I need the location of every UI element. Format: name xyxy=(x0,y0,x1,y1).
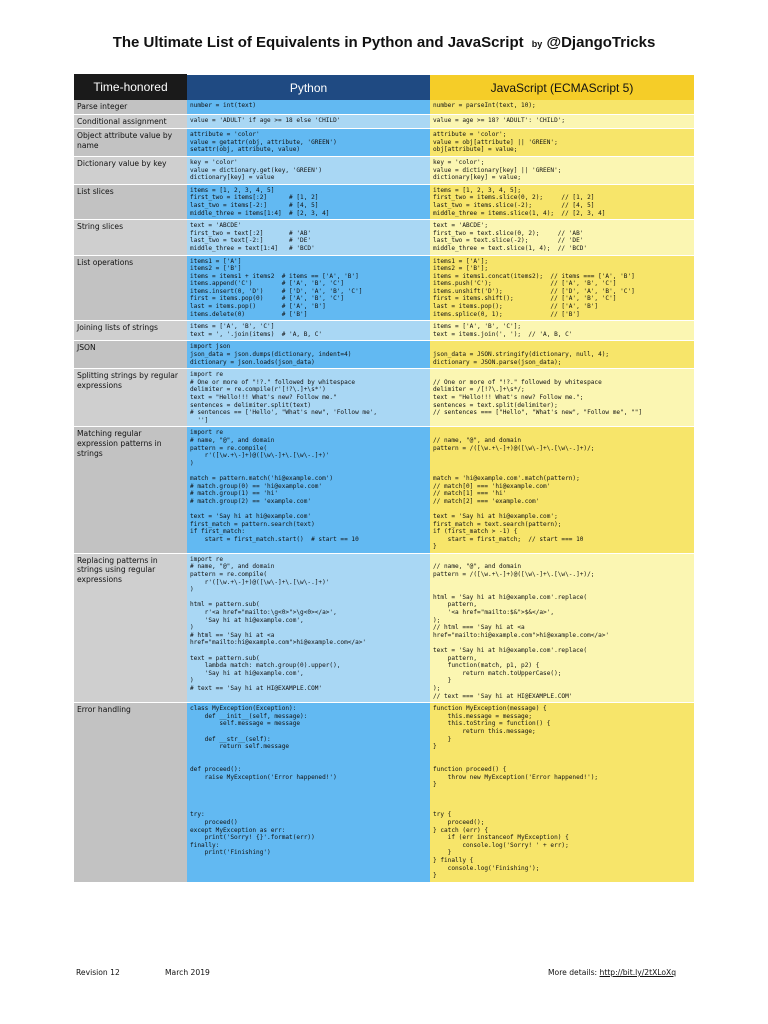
python-cell xyxy=(187,220,430,255)
python-cell xyxy=(187,100,430,114)
python-cell xyxy=(187,321,430,341)
javascript-cell xyxy=(430,321,694,341)
javascript-cell xyxy=(430,703,694,883)
table-row xyxy=(74,255,694,321)
table-row xyxy=(74,553,694,702)
row-label: JSON xyxy=(74,341,187,369)
table-row xyxy=(74,321,694,341)
javascript-cell xyxy=(430,553,694,702)
row-label: Replacing patterns in strings using regular expressions xyxy=(74,553,187,702)
revision-label: Revision 12 xyxy=(76,968,120,977)
javascript-code: // name, "@", and domain pattern = /([\w.+\-]+)@([\w\-]+\.[\w\-.]+)/; html = 'Say hi at hi@example.com'.replace( pattern, '<a href="mailto:$&">$&</a>', ); // html === 'Say hi at <a href="mailto:hi@example.com">hi@example.com</a>' text = 'Say hi at hi@example.com'.replace( pattern, function(match, p1, p2) { return match.toUpperCase(); } ); // text === 'Say hi at HI@EXAMPLE.COM' xyxy=(433,563,610,700)
python-code: number = int(text) xyxy=(190,102,257,109)
javascript-code: value = age >= 18? 'ADULT': 'CHILD'; xyxy=(433,116,566,124)
page-title xyxy=(0,34,768,51)
row-label: String slices xyxy=(74,220,187,255)
equivalents-table xyxy=(74,72,694,883)
table-row xyxy=(74,129,694,157)
javascript-code: key = 'color'; value = dictionary[key] || 'GREEN'; dictionary[key] = value; xyxy=(433,158,562,182)
javascript-cell xyxy=(430,100,694,114)
javascript-code: // One or more of "!?." followed by whitespace delimiter = /[!?\.]+\s*/; text = "Hello!!! What's new? Follow me."; sentences = text.split(delimiter); // sentences === ["Hello", "What's new", "Follow me", ""] xyxy=(433,378,643,417)
table-row xyxy=(74,100,694,114)
javascript-cell xyxy=(430,341,694,369)
python-code: import re # name, "@", and domain pattern = re.compile( r'([\w.+\-]+)@([\w\-]+\.[\w\-.]+)' ) html = pattern.sub( r'<a href="mailto:\g<0>">\g<0></a>', 'Say hi at hi@example.com', ) # html == 'Say hi at <a href="mailto:hi@example.com">hi@example.com</a>' text = pattern.sub( lambda match: match.group(0).upper(), 'Say hi at hi@example.com', ) # text == 'Say hi at HI@EXAMPLE.COM' xyxy=(190,555,367,692)
title-text: The Ultimate List of Equivalents in Python and JavaScript xyxy=(112,34,524,51)
more-details xyxy=(548,968,676,977)
python-code: items1 = ['A'] items2 = ['B'] items = items1 + items2 # items == ['A', 'B'] items.append('C') # ['A', 'B', 'C'] items.insert(0, 'D') # ['D', 'A', 'B', 'C'] first = items.pop(0) # ['A', 'B', 'C'] last = items.pop() # ['A', 'B'] items.delete(0) # ['B'] xyxy=(190,257,363,318)
table-row xyxy=(74,114,694,129)
javascript-cell xyxy=(430,129,694,157)
python-code: import re # One or more of "!?." followed by whitespace delimiter = re.compile(r'[!?\.]+\s*') text = "Hello!!! What's new? Follow me." sentences = delimiter.split(text) # sentences == ['Hello', "What's new", 'Follow me', ''] xyxy=(190,371,378,424)
table-row xyxy=(74,220,694,255)
python-code: key = 'color' value = dictionary.get(key, 'GREEN') dictionary[key] = value xyxy=(190,158,323,182)
table-row xyxy=(74,184,694,219)
javascript-code: number = parseInt(text, 10); xyxy=(433,102,536,109)
table-row xyxy=(74,341,694,369)
python-cell xyxy=(187,427,430,554)
column-header-label: Time-honored xyxy=(74,74,187,101)
row-label: Conditional assignment xyxy=(74,114,187,129)
python-cell xyxy=(187,341,430,369)
python-code: import re # name, "@", and domain pattern = re.compile( r'([\w.+\-]+)@([\w\-]+\.[\w\-.]+)' ) match = pattern.match('hi@example.com') # match.group(0) == 'hi@example.com' # match.group(1) == 'hi' # match.group(2) == 'example.com' text = 'Say hi at hi@example.com' first_match = pattern.search(text) if first_match: start = first_match.start() # start == 10 xyxy=(190,429,359,543)
row-label: Splitting strings by regular expressions xyxy=(74,369,187,427)
python-cell xyxy=(187,255,430,321)
row-label: Joining lists of strings xyxy=(74,321,187,341)
table-row xyxy=(74,703,694,883)
python-cell xyxy=(187,129,430,157)
python-cell xyxy=(187,703,430,883)
javascript-cell xyxy=(430,114,694,129)
row-label: List operations xyxy=(74,255,187,321)
python-code: items = ['A', 'B', 'C'] text = ', '.join(items) # 'A, B, C' xyxy=(190,323,323,338)
javascript-cell xyxy=(430,220,694,255)
javascript-cell xyxy=(430,255,694,321)
table-row xyxy=(74,156,694,184)
javascript-code: // name, "@", and domain pattern = /([\w.+\-]+)@([\w\-]+\.[\w\-.]+)/; match = 'hi@example.com'.match(pattern); // match[0] === 'hi@example.com' // match[1] === 'hi' // match[2] === 'example.com' text = 'Say hi at hi@example.com'; first_match = text.search(pattern); if (first_match > -1) { start = first_match; // start === 10 } xyxy=(433,436,595,551)
row-label: List slices xyxy=(74,184,187,219)
date-label: March 2019 xyxy=(165,968,210,977)
more-details-link[interactable]: http://bit.ly/2tXLoXq xyxy=(599,968,677,977)
python-cell xyxy=(187,156,430,184)
row-label: Parse integer xyxy=(74,100,187,114)
python-code: class MyException(Exception): def __init__(self, message): self.message = message def __str__(self): return self.message def proceed(): raise MyException('Error happened!') try: proceed() except MyException as err: print('Sorry! {}'.format(err)) finally: print('Finishing') xyxy=(190,705,337,857)
javascript-cell xyxy=(430,156,694,184)
javascript-code: items = [1, 2, 3, 4, 5]; first_two = items.slice(0, 2); // [1, 2] last_two = items.slice(-2); // [4, 5] middle_three = items.slice(1, 4); // [2, 3, 4] xyxy=(433,186,606,217)
python-code: import json json_data = json.dumps(dictionary, indent=4) dictionary = json.loads(json_data) xyxy=(190,343,352,366)
javascript-cell xyxy=(430,369,694,427)
python-cell xyxy=(187,553,430,702)
python-code: text = 'ABCDE' first_two = text[:2] # 'AB' last_two = text[-2:] # 'DE' middle_three = text[1:4] # 'BCD' xyxy=(190,222,315,252)
column-header-javascript: JavaScript (ECMAScript 5) xyxy=(430,74,694,101)
javascript-code: function MyException(message) { this.message = message; this.toString = function() { return this.message; } } function proceed() { throw new MyException('Error happened!'); } try { proceed(); } catch (err) { if (err instanceof MyException) { console.log('Sorry! ' + err); } } finally { console.log('Finishing'); } xyxy=(433,705,599,880)
python-code: items = [1, 2, 3, 4, 5] first_two = items[:2] # [1, 2] last_two = items[-2:] # [4, 5] middle_three = items[1:4] # [2, 3, 4] xyxy=(190,186,330,217)
javascript-code: json_data = JSON.stringify(dictionary, null, 4); dictionary = JSON.parse(json_data); xyxy=(433,351,610,366)
javascript-code: attribute = 'color'; value = obj[attribute] || 'GREEN'; obj[attribute] = value; xyxy=(433,131,558,154)
row-label: Matching regular expression patterns in strings xyxy=(74,427,187,554)
author-handle: @DjangoTricks xyxy=(546,34,656,51)
title-by: by xyxy=(531,39,543,49)
table-row xyxy=(74,427,694,554)
more-details-label: More details: xyxy=(548,968,598,977)
python-cell xyxy=(187,184,430,219)
python-code: value = 'ADULT' if age >= 18 else 'CHILD' xyxy=(190,116,341,124)
column-header-python: Python xyxy=(187,74,430,101)
row-label: Dictionary value by key xyxy=(74,156,187,184)
python-cell xyxy=(187,369,430,427)
table-header-row xyxy=(74,74,694,101)
table-row xyxy=(74,369,694,427)
row-label: Object attribute value by name xyxy=(74,129,187,157)
javascript-cell xyxy=(430,184,694,219)
javascript-code: items1 = ['A']; items2 = ['B']; items = items1.concat(items2); // items === ['A', 'B'] items.push('C'); // ['A', 'B', 'C'] items.unshift('D'); // ['D', 'A', 'B', 'C'] first = items.shift(); // ['A', 'B', 'C'] last = items.pop(); // ['A', 'B'] items.splice(0, 1); // ['B'] xyxy=(433,257,635,318)
python-code: attribute = 'color' value = getattr(obj, attribute, 'GREEN') setattr(obj, attribute, value) xyxy=(190,131,337,154)
javascript-code: text = 'ABCDE'; first_two = text.slice(0, 2); // 'AB' last_two = text.slice(-2); // 'DE' middle_three = text.slice(1, 4); // 'BCD' xyxy=(433,222,588,252)
javascript-code: items = ['A', 'B', 'C']; text = items.join(', '); // 'A, B, C' xyxy=(433,323,573,338)
row-label: Error handling xyxy=(74,703,187,883)
python-cell xyxy=(187,114,430,129)
javascript-cell xyxy=(430,427,694,554)
